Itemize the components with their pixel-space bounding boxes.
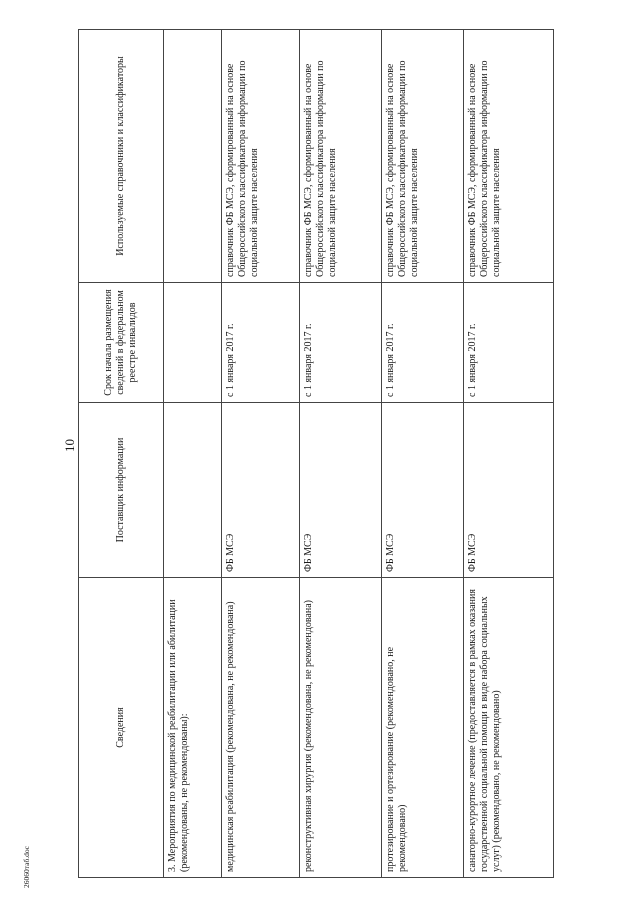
cell-supplier: ФБ МСЭ <box>464 403 554 578</box>
cell-supplier <box>164 403 222 578</box>
cell-supplier: ФБ МСЭ <box>382 403 464 578</box>
cell-reference: справочник ФБ МСЭ, сформированный на основе Общероссийского классификатора информации по социальной защите населения <box>222 30 300 283</box>
cell-term: с 1 января 2017 г. <box>300 283 382 403</box>
cell-info: 3. Мероприятия по медицинской реабилитации или абилитации (рекомендованы, не рекомендованы): <box>164 578 222 878</box>
cell-term: с 1 января 2017 г. <box>222 283 300 403</box>
cell-reference: справочник ФБ МСЭ, сформированный на основе Общероссийского классификатора информации по социальной защите населения <box>382 30 464 283</box>
table-row <box>464 30 554 878</box>
data-table <box>78 29 554 878</box>
header-reference: Используемые справочники и классификаторы <box>79 30 164 283</box>
table-row <box>382 30 464 878</box>
table-row <box>300 30 382 878</box>
document-footer-id: 26060таб.doc <box>22 846 31 888</box>
cell-supplier: ФБ МСЭ <box>222 403 300 578</box>
cell-info: протезирование и ортезирование (рекомендовано, не рекомендовано) <box>382 578 464 878</box>
cell-info: санаторно-курортное лечение (предоставляется в рамках оказания государственной социальной помощи в виде набора социальных услуг) (рекомендовано, не рекомендовано) <box>464 578 554 878</box>
table-row <box>222 30 300 878</box>
cell-term: с 1 января 2017 г. <box>382 283 464 403</box>
cell-reference: справочник ФБ МСЭ, сформированный на основе Общероссийского классификатора информации по социальной защите населения <box>300 30 382 283</box>
header-supplier: Поставщик информации <box>79 403 164 578</box>
cell-supplier: ФБ МСЭ <box>300 403 382 578</box>
cell-term <box>164 283 222 403</box>
table-header-row <box>79 30 164 878</box>
cell-info: медицинская реабилитация (рекомендована, не рекомендована) <box>222 578 300 878</box>
header-term: Срок начала размещения сведений в федеральном реестре инвалидов <box>79 283 164 403</box>
rotated-table-container <box>78 30 554 878</box>
cell-term: с 1 января 2017 г. <box>464 283 554 403</box>
page-number: 10 <box>62 439 77 452</box>
table-row <box>164 30 222 878</box>
cell-reference <box>164 30 222 283</box>
cell-reference: справочник ФБ МСЭ, сформированный на основе Общероссийского классификатора информации по социальной защите населения <box>464 30 554 283</box>
cell-info: реконструктивная хирургия (рекомендована, не рекомендована) <box>300 578 382 878</box>
header-info: Сведения <box>79 578 164 878</box>
